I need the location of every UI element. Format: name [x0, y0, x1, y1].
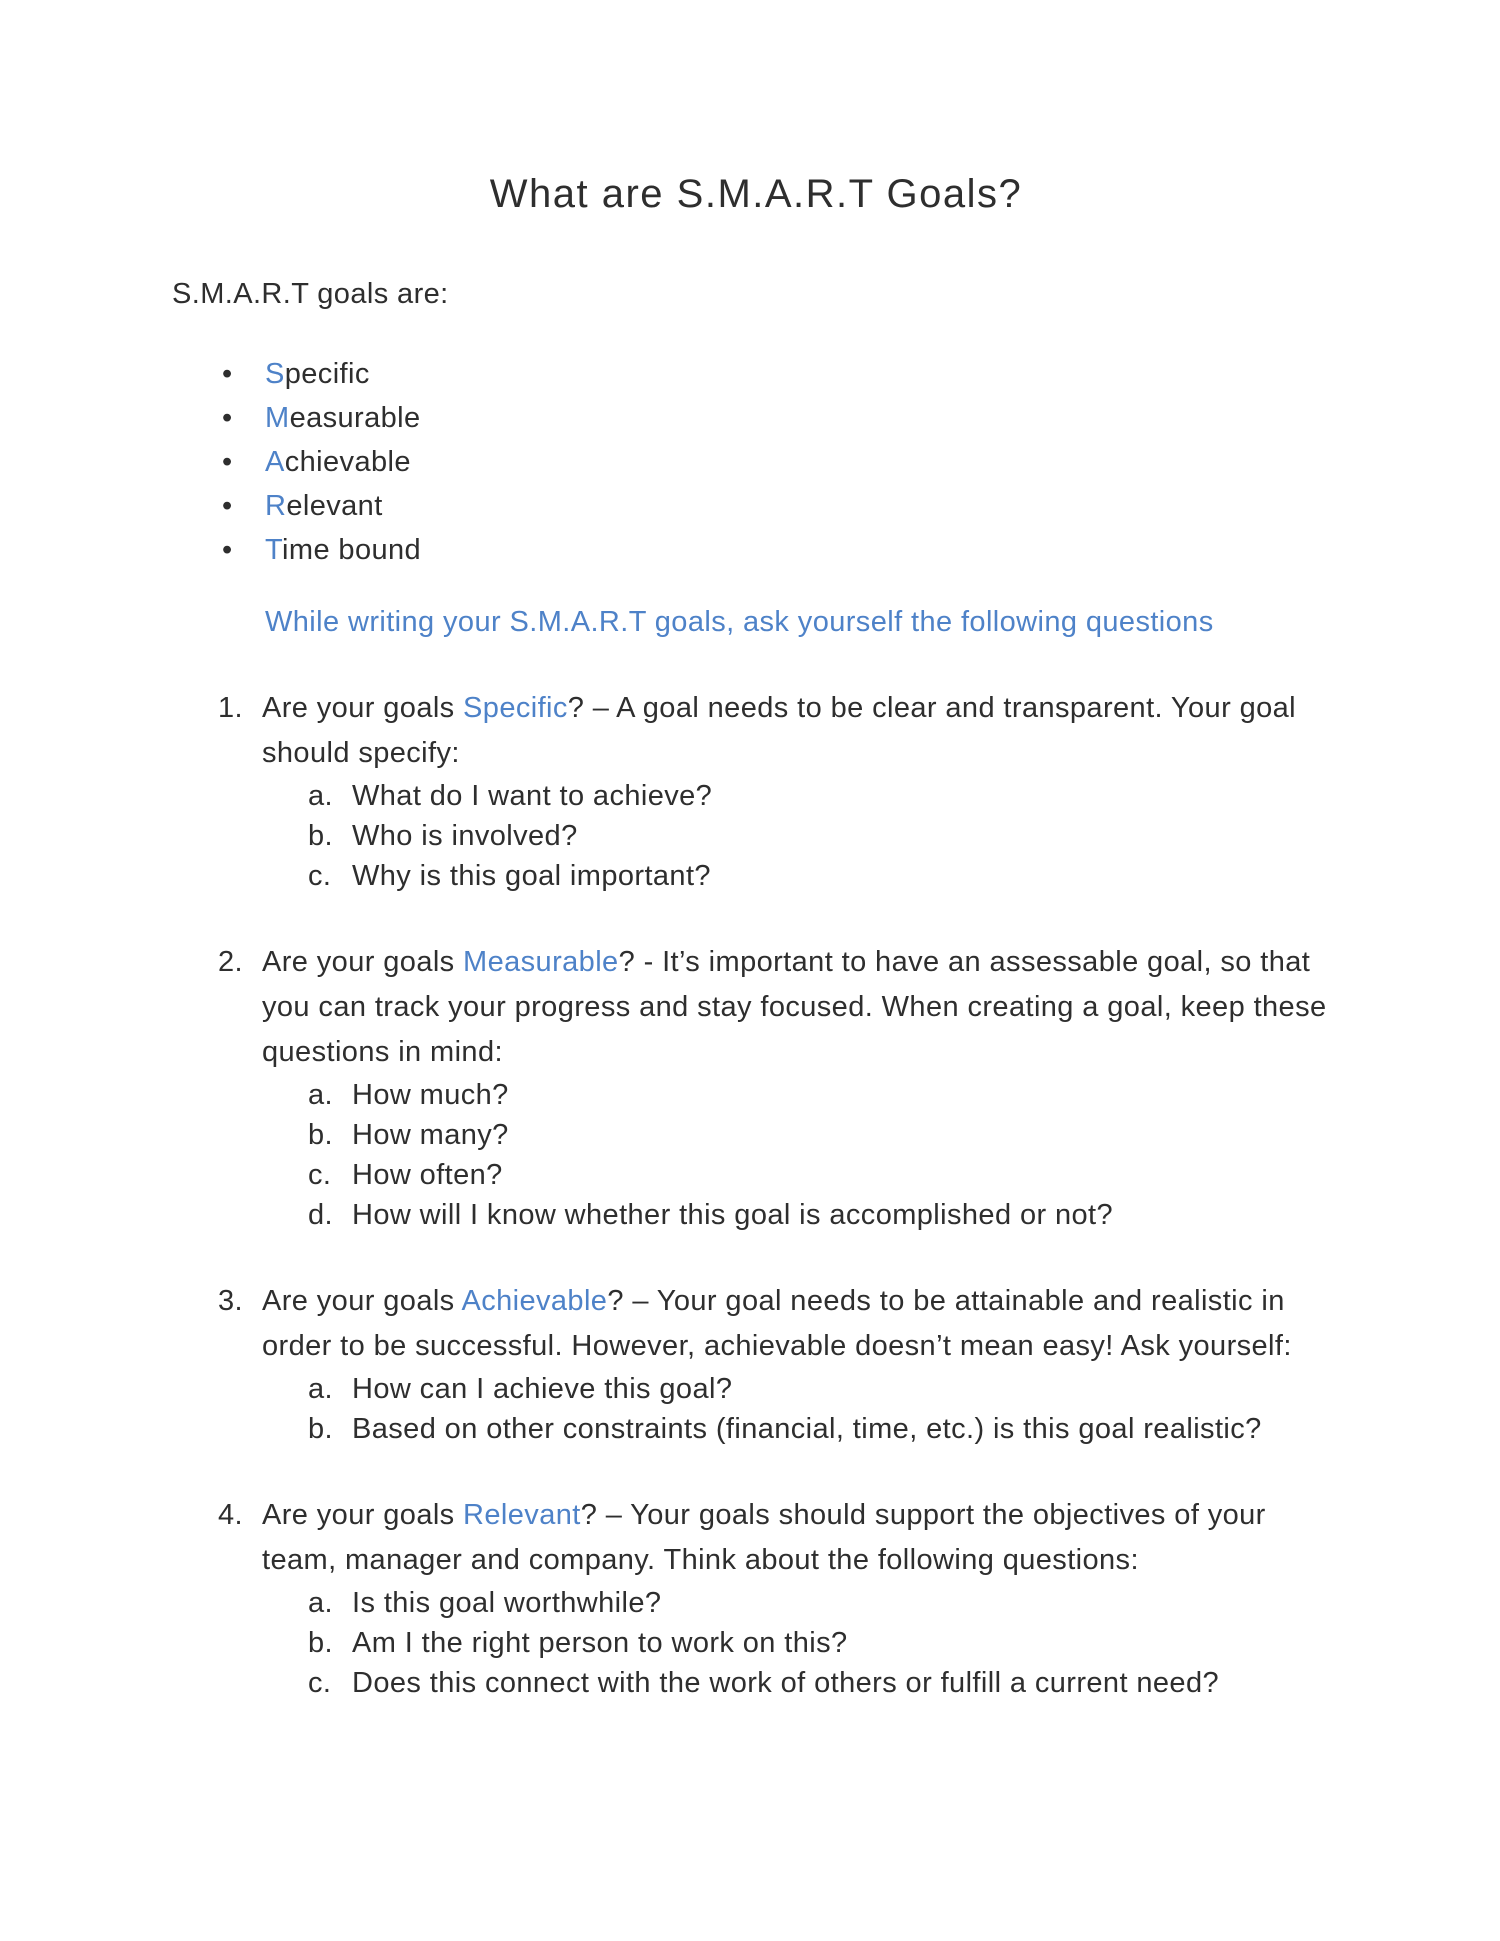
- question-pre: Are your goals: [262, 1499, 464, 1531]
- sub-question-text: How many?: [352, 1119, 509, 1151]
- question-number: 3.: [218, 1285, 243, 1317]
- sub-question-letter: c.: [308, 1667, 332, 1699]
- sub-questions-list: [262, 776, 1340, 896]
- sub-question-letter: b.: [308, 1119, 333, 1151]
- question-number: 1.: [218, 692, 243, 724]
- questions-list: [172, 686, 1340, 1703]
- intro-text: S.M.A.R.T goals are:: [172, 278, 449, 310]
- term-rest: easurable: [289, 402, 421, 434]
- sub-question-text: Am I the right person to work on this?: [352, 1627, 848, 1659]
- bullet-icon: •: [222, 402, 233, 434]
- question-text: [262, 1279, 1340, 1369]
- smart-bullet-list: [172, 352, 1340, 572]
- question-post: ? – Your goal needs to be attainable and realistic in order to be successful. However, achievable doesn’t mean easy! Ask yourself:: [262, 1285, 1292, 1362]
- bullet-icon: •: [222, 490, 233, 522]
- bullet-icon: •: [222, 534, 233, 566]
- question-number: 2.: [218, 946, 243, 978]
- subtitle-text: While writing your S.M.A.R.T goals, ask yourself the following questions: [265, 606, 1214, 638]
- list-item-relevant: [172, 484, 1340, 528]
- sub-question-text: Does this connect with the work of others or fulfill a current need?: [352, 1667, 1220, 1699]
- sub-question-text: How can I achieve this goal?: [352, 1373, 733, 1405]
- sub-question-item: [262, 1115, 1340, 1155]
- term-initial: T: [265, 534, 283, 566]
- term-rest: ime bound: [282, 534, 422, 566]
- sub-question-item: [262, 776, 1340, 816]
- sub-question-letter: b.: [308, 820, 333, 852]
- sub-question-item: [262, 1075, 1340, 1115]
- sub-question-text: Why is this goal important?: [352, 860, 711, 892]
- question-pre: Are your goals: [262, 1285, 462, 1317]
- sub-questions-list: [262, 1075, 1340, 1235]
- term-initial: R: [265, 490, 287, 522]
- bullet-icon: •: [222, 446, 233, 478]
- sub-question-text: Is this goal worthwhile?: [352, 1587, 662, 1619]
- sub-question-text: How will I know whether this goal is accomplished or not?: [352, 1199, 1114, 1231]
- question-post: ? – Your goals should support the objectives of your team, manager and company. Think about the following questions:: [262, 1499, 1266, 1576]
- sub-question-letter: a.: [308, 1079, 333, 1111]
- sub-question-text: Based on other constraints (financial, time, etc.) is this goal realistic?: [352, 1413, 1262, 1445]
- term-rest: pecific: [284, 358, 370, 390]
- sub-question-item: [262, 816, 1340, 856]
- sub-question-item: [262, 1663, 1340, 1703]
- bullet-icon: •: [222, 358, 233, 390]
- term-initial: S: [265, 358, 285, 390]
- question-keyword: Relevant: [463, 1499, 581, 1531]
- term-initial: M: [265, 402, 290, 434]
- list-item-specific: [172, 352, 1340, 396]
- question-keyword: Specific: [463, 692, 568, 724]
- question-post: ? – A goal needs to be clear and transparent. Your goal should specify:: [262, 692, 1297, 769]
- sub-question-item: [262, 1369, 1340, 1409]
- sub-question-letter: a.: [308, 1587, 333, 1619]
- question-keyword: Measurable: [463, 946, 619, 978]
- question-text: [262, 686, 1340, 776]
- question-number: 4.: [218, 1499, 243, 1531]
- list-item-measurable: [172, 396, 1340, 440]
- sub-question-text: How much?: [352, 1079, 509, 1111]
- question-text: [262, 1493, 1340, 1583]
- question-pre: Are your goals: [262, 692, 464, 724]
- sub-questions-list: [262, 1583, 1340, 1703]
- term-rest: elevant: [286, 490, 383, 522]
- sub-question-letter: b.: [308, 1413, 333, 1445]
- sub-question-letter: b.: [308, 1627, 333, 1659]
- question-post: ? - It’s important to have an assessable goal, so that you can track your progress and stay focused. When creating a goal, keep these questions in mind:: [262, 946, 1327, 1068]
- sub-question-letter: a.: [308, 780, 333, 812]
- sub-question-letter: a.: [308, 1373, 333, 1405]
- question-keyword: Achievable: [461, 1285, 608, 1317]
- sub-question-letter: c.: [308, 1159, 332, 1191]
- question-item-relevant: [172, 1493, 1340, 1703]
- sub-question-letter: c.: [308, 860, 332, 892]
- question-text: [262, 940, 1340, 1075]
- sub-question-item: [262, 856, 1340, 896]
- list-item-achievable: [172, 440, 1340, 484]
- sub-question-letter: d.: [308, 1199, 333, 1231]
- sub-question-item: [262, 1409, 1340, 1449]
- sub-question-text: What do I want to achieve?: [352, 780, 713, 812]
- sub-question-text: How often?: [352, 1159, 503, 1191]
- sub-question-item: [262, 1623, 1340, 1663]
- sub-question-text: Who is involved?: [352, 820, 578, 852]
- sub-question-item: [262, 1583, 1340, 1623]
- sub-question-item: [262, 1195, 1340, 1235]
- list-item-time-bound: [172, 528, 1340, 572]
- question-pre: Are your goals: [262, 946, 464, 978]
- sub-question-item: [262, 1155, 1340, 1195]
- page-title: What are S.M.A.R.T Goals?: [489, 172, 1023, 216]
- term-initial: A: [265, 446, 285, 478]
- question-item-achievable: [172, 1279, 1340, 1449]
- sub-questions-list: [262, 1369, 1340, 1449]
- term-rest: chievable: [284, 446, 411, 478]
- question-item-measurable: [172, 940, 1340, 1235]
- question-item-specific: [172, 686, 1340, 896]
